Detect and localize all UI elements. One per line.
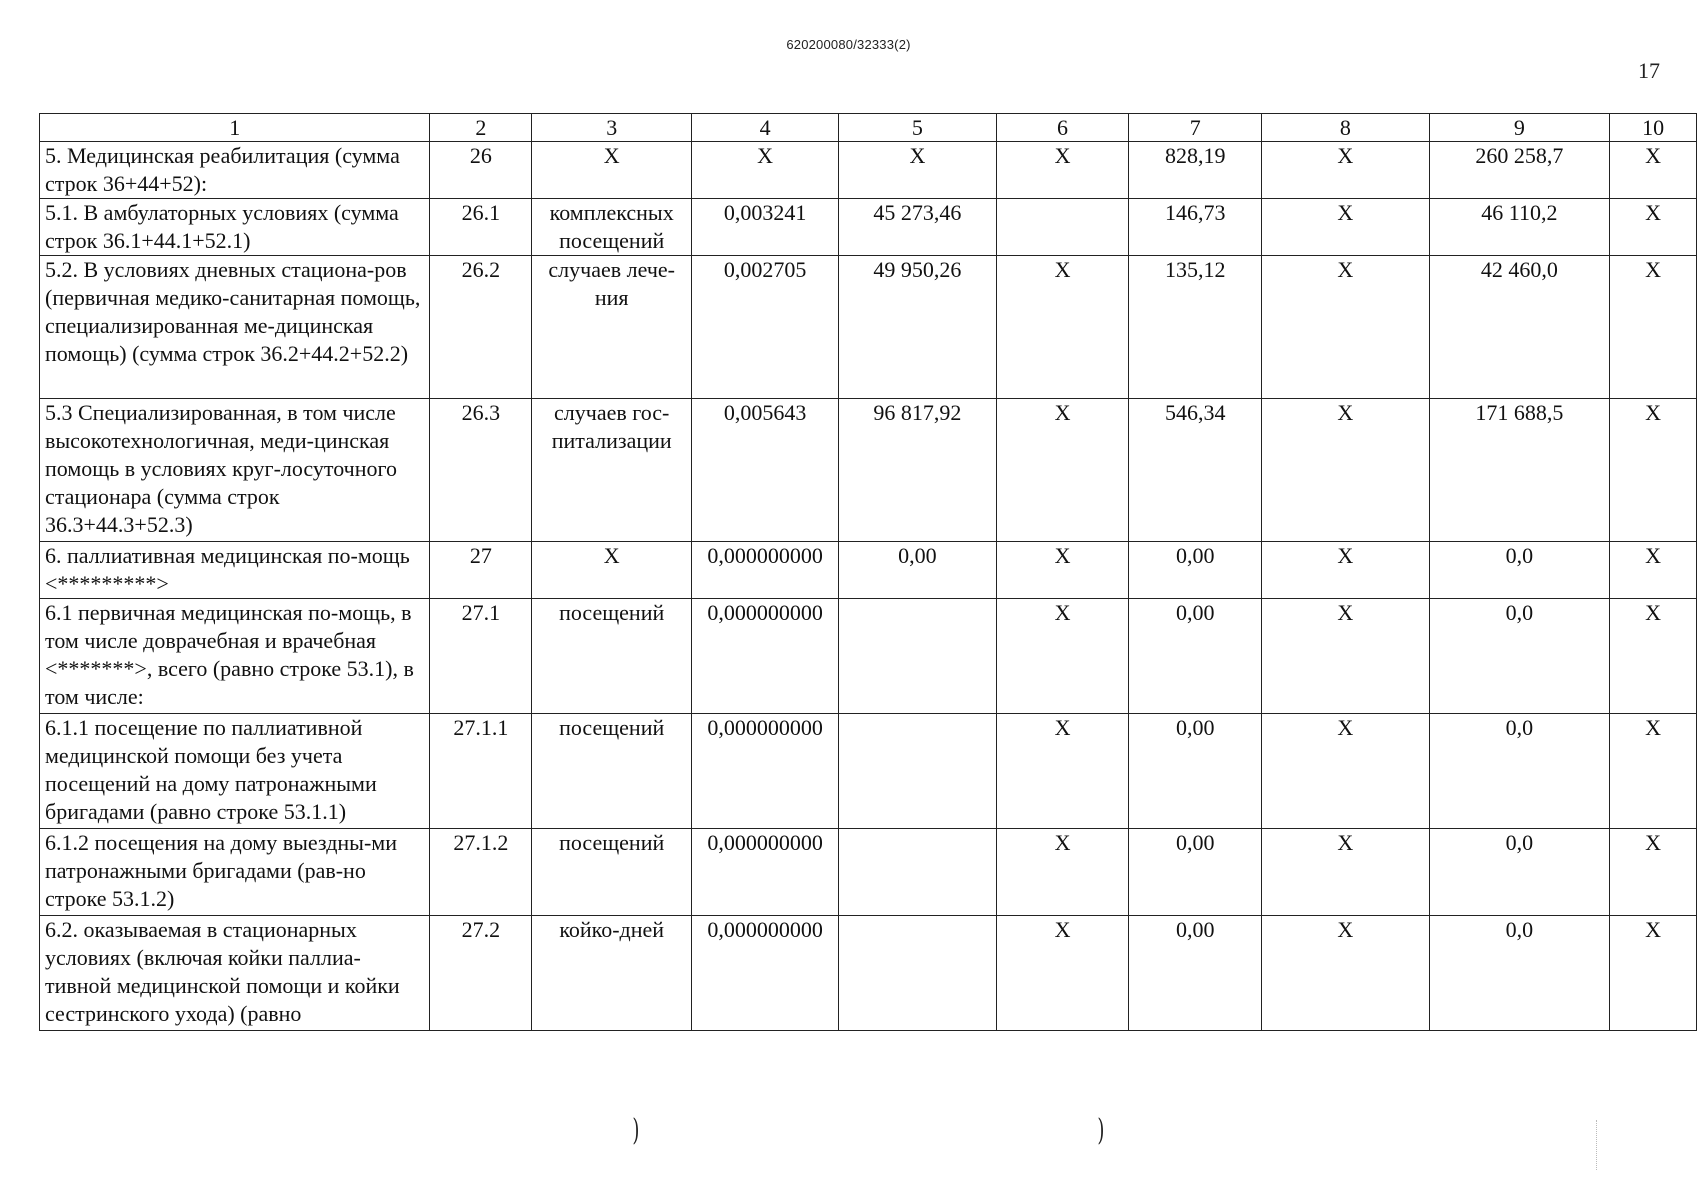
value-cell: 45 273,46 [839,199,997,256]
value-cell: 146,73 [1129,199,1262,256]
unit-cell: койко-дней [532,916,692,1031]
row-code: 26.2 [430,256,532,399]
value-cell: X [1610,399,1697,542]
row-label: 5.2. В условиях дневных стациона-ров (первичная медико-санитарная помощь, специализированная ме-дицинская помощь) (сумма строк 36.2+44.2+52.2) [40,256,430,399]
table-row [40,829,1697,916]
unit-cell: комплексных посещений [532,199,692,256]
unit-cell: случаев гос-питализации [532,399,692,542]
row-code: 27.1 [430,599,532,714]
value-cell: X [996,142,1129,199]
value-cell [839,714,997,829]
value-cell: X [1262,916,1429,1031]
value-cell: X [996,256,1129,399]
value-cell: 0,00 [1129,916,1262,1031]
value-cell [996,199,1129,256]
value-cell: 260 258,7 [1429,142,1610,199]
table-row [40,399,1697,542]
unit-cell: случаев лече-ния [532,256,692,399]
value-cell: 42 460,0 [1429,256,1610,399]
value-cell [839,829,997,916]
header-cell: 1 [40,114,430,142]
table-row [40,916,1697,1031]
unit-cell: посещений [532,714,692,829]
table-row [40,542,1697,599]
unit-cell: X [532,542,692,599]
header-cell: 10 [1610,114,1697,142]
header-cell: 8 [1262,114,1429,142]
row-code: 27 [430,542,532,599]
row-label: 6.1.2 посещения на дому выездны-ми патронажными бригадами (рав-но строке 53.1.2) [40,829,430,916]
value-cell: X [1262,142,1429,199]
value-cell: 0,000000000 [692,714,839,829]
value-cell: 0,000000000 [692,599,839,714]
value-cell: X [1262,542,1429,599]
unit-cell: X [532,142,692,199]
document-id: 620200080/32333(2) [786,37,911,52]
value-cell: 0,002705 [692,256,839,399]
data-table [39,113,1697,1031]
value-cell: 0,0 [1429,829,1610,916]
value-cell: 0,000000000 [692,829,839,916]
value-cell: X [1610,599,1697,714]
value-cell: 546,34 [1129,399,1262,542]
row-label: 6.2. оказываемая в стационарных условиях (включая койки паллиа-тивной медицинской помощи и койки сестринского ухода) (равно [40,916,430,1031]
value-cell: X [996,542,1129,599]
value-cell: X [1610,714,1697,829]
header-cell: 9 [1429,114,1610,142]
value-cell: X [1262,714,1429,829]
value-cell: X [1262,199,1429,256]
value-cell: X [1610,142,1697,199]
row-code: 27.1.2 [430,829,532,916]
row-code: 26 [430,142,532,199]
value-cell: X [1262,599,1429,714]
row-label: 5.1. В амбулаторных условиях (сумма строк 36.1+44.1+52.1) [40,199,430,256]
value-cell: 0,000000000 [692,542,839,599]
value-cell: 0,0 [1429,916,1610,1031]
value-cell: 0,00 [839,542,997,599]
header-cell: 6 [996,114,1129,142]
row-label: 6. паллиативная медицинская по-мощь <*********> [40,542,430,599]
value-cell: X [1262,399,1429,542]
value-cell: 0,003241 [692,199,839,256]
page-number: 17 [1638,58,1660,83]
table-row [40,256,1697,399]
value-cell: X [1610,542,1697,599]
row-label: 5.3 Специализированная, в том числе высокотехнологичная, меди-цинская помощь в условиях круг-лосуточного стационара (сумма строк 36.3+44.3+52.3) [40,399,430,542]
row-code: 26.3 [430,399,532,542]
value-cell: 46 110,2 [1429,199,1610,256]
table-row [40,714,1697,829]
value-cell: 0,0 [1429,542,1610,599]
value-cell: X [1610,256,1697,399]
row-code: 27.2 [430,916,532,1031]
table-row [40,199,1697,256]
row-label: 5. Медицинская реабилитация (сумма строк 36+44+52): [40,142,430,199]
value-cell: X [1610,199,1697,256]
value-cell: 96 817,92 [839,399,997,542]
value-cell: X [692,142,839,199]
unit-cell: посещений [532,829,692,916]
table-row [40,142,1697,199]
value-cell: 0,0 [1429,599,1610,714]
value-cell: 0,00 [1129,714,1262,829]
value-cell [839,916,997,1031]
value-cell: X [1610,829,1697,916]
value-cell: 49 950,26 [839,256,997,399]
scan-artifact [1596,1120,1599,1170]
value-cell: 0,0 [1429,714,1610,829]
handwritten-mark: ) [632,1113,640,1148]
value-cell: X [996,599,1129,714]
value-cell: X [996,829,1129,916]
header-cell: 7 [1129,114,1262,142]
row-code: 27.1.1 [430,714,532,829]
value-cell [839,599,997,714]
value-cell: 0,00 [1129,829,1262,916]
row-code: 26.1 [430,199,532,256]
table-row [40,599,1697,714]
value-cell: X [1610,916,1697,1031]
unit-cell: посещений [532,599,692,714]
value-cell: 828,19 [1129,142,1262,199]
value-cell: X [996,399,1129,542]
value-cell: X [839,142,997,199]
value-cell: X [1262,256,1429,399]
value-cell: 135,12 [1129,256,1262,399]
handwritten-mark: ) [1097,1113,1105,1148]
header-cell: 4 [692,114,839,142]
value-cell: X [996,714,1129,829]
value-cell: 0,00 [1129,599,1262,714]
value-cell: X [996,916,1129,1031]
value-cell: X [1262,829,1429,916]
header-cell: 3 [532,114,692,142]
value-cell: 0,00 [1129,542,1262,599]
header-cell: 5 [839,114,997,142]
value-cell: 0,000000000 [692,916,839,1031]
value-cell: 0,005643 [692,399,839,542]
table-body [40,114,1697,1031]
header-cell: 2 [430,114,532,142]
row-label: 6.1 первичная медицинская по-мощь, в том числе доврачебная и врачебная <*******>, всего (равно строке 53.1), в том числе: [40,599,430,714]
row-label: 6.1.1 посещение по паллиативной медицинской помощи без учета посещений на дому патронажными бригадами (равно строке 53.1.1) [40,714,430,829]
header-row [40,114,1697,142]
value-cell: 171 688,5 [1429,399,1610,542]
